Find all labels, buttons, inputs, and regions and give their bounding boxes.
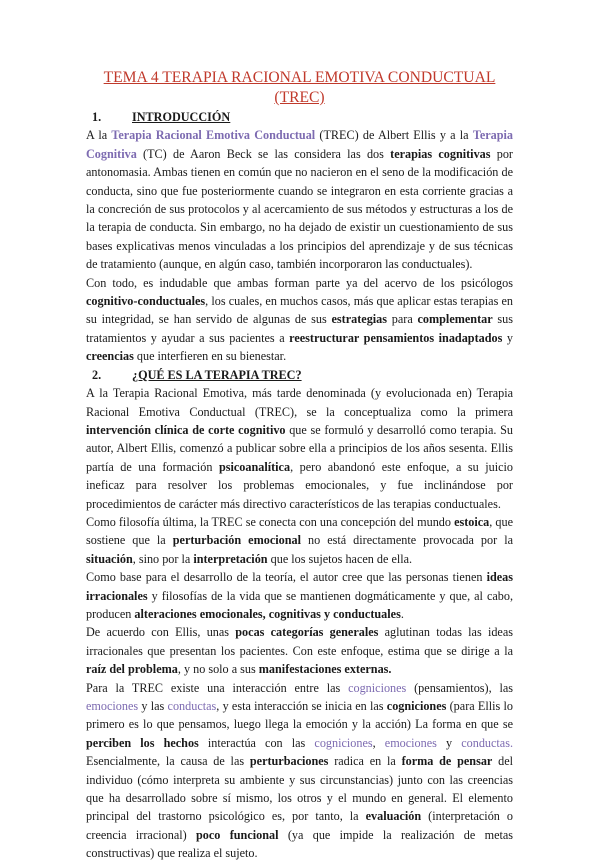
section-heading-que-es-trec [86, 366, 513, 384]
document-title: TEMA 4 TERAPIA RACIONAL EMOTIVA CONDUCTUAL (TREC) [103, 69, 496, 106]
section-number: 2. [92, 367, 102, 382]
document-page [86, 68, 513, 863]
section-number: 1. [92, 110, 102, 124]
paragraph: A la Terapia Racional Emotiva, más tarde denominada (y evolucionada en) Terapia Racional Emotiva Conductual (TREC), se la conceptualiza como la primera intervención clínica de corte cognitivo que se formuló y desarrolló como terapia. Su autor, Albert Ellis, comenzó a publicar sobre ella a principios de los años sesenta. Ellis partía de una formación psicoanalítica, pero abandonó este enfoque, a su juicio ineficaz para resolver los problemas emocionales, y fue inclinándose por procedimientos de carácter más directivo característicos de las terapias conductuales. [86, 386, 513, 511]
paragraph: A la Terapia Racional Emotiva Conductual (TREC) de Albert Ellis y a la Terapia Cognitiva (TC) de Aaron Beck se las considera las dos terapias cognitivas por antonomasia. Ambas tienen en común que no nacieron en el seno de la modificación de conducta, sino que fue posteriormente cuando se integraron en esta corriente gracias a la concreción de sus protocolos y al acercamiento de sus métodos y estructuras a los de la terapia de conducta. Sin embargo, no ha dejado de existir un cuestionamiento de sus bases explicativas menos vinculadas a los principios del aprendizaje y de sus técnicas de tratamiento (aunque, en algún caso, también incorporaron las conductuales). [86, 128, 513, 272]
section-label: ¿QUÉ ES LA TERAPIA TREC? [132, 367, 302, 382]
paragraph: De acuerdo con Ellis, unas pocas categorías generales aglutinan todas las ideas irracionales que presentan los pacientes. Con este enfoque, estima que se dirige a la raíz del problema, y no solo a sus manifestaciones externas. [86, 625, 513, 677]
section-heading-introduccion [86, 108, 513, 126]
paragraph: Como filosofía última, la TREC se conecta con una concepción del mundo estoica, que sostiene que la perturbación emocional no está directamente provocada por la situación, sino por la interpretación que los sujetos hacen de ella. [86, 514, 513, 566]
paragraph: Como base para el desarrollo de la teoría, el autor cree que las personas tienen ideas irracionales y filosofías de la vida que se mantienen dogmáticamente y que, al cabo, producen alteraciones emocionales, cognitivas y conductuales. [86, 570, 513, 621]
section-label: INTRODUCCIÓN [132, 110, 231, 124]
paragraph: Para la TREC existe una interacción entre las cogniciones (pensamientos), las emociones y las conductas, y esta interacción se inicia en las cogniciones (para Ellis lo primero es lo que pensamos, luego llega la emoción y la acción) La forma en que se perciben los hechos interactúa con las cogniciones, emociones y conductas. Esencialmente, la causa de las perturbaciones radica en la forma de pensar del individuo (cómo interpreta su ambiente y sus circunstancias) junto con las creencias que ha desarrollado sobre sí mismo, los otros y el mundo en general. El elemento principal del trastorno psicológico es, por tanto, la evaluación (interpretación o creencia irracional) poco funcional (ya que impide la realización de metas constructivas) que realiza el sujeto. [86, 680, 514, 861]
paragraph: Con todo, es indudable que ambas forman parte ya del acervo de los psicólogos cognitivo-conductuales, los cuales, en muchos casos, más que aplicar estas terapias en su integridad, se han servido de algunas de sus estrategias para complementar sus tratamientos y ayudar a sus pacientes a reestructurar pensamientos inadaptados y creencias que interfieren en su bienestar. [86, 275, 513, 364]
